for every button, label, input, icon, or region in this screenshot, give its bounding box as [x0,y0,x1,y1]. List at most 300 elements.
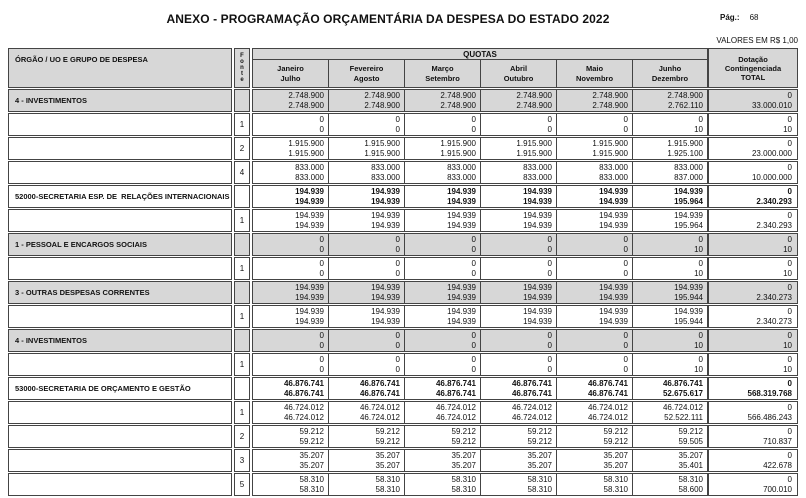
month-value-bottom: 0 [395,341,400,350]
month-value-top: 46.724.012 [662,403,703,412]
month-value-top: 2.748.900 [364,91,400,100]
table-row [8,305,798,327]
total-cell [708,209,798,232]
month-value-top: 1.915.900 [364,139,400,148]
month-value-top: 35.207 [603,451,628,460]
month-cell [328,185,404,208]
month-value-top: 0 [623,331,628,340]
month-cell [404,401,480,424]
total-value-top: 0 [787,331,792,340]
month-value-top: 0 [395,331,400,340]
month-cell [632,281,708,304]
month-value-bottom: 0 [319,269,324,278]
month-cell [480,401,556,424]
month-cell [632,89,708,112]
month-value-top: 2.748.900 [592,91,628,100]
month-value-bottom: 0 [471,245,476,254]
total-cell [708,377,798,400]
month-value-bottom: 194.939 [295,221,324,230]
month-value-bottom: 194.939 [295,293,324,302]
row-label [8,281,232,304]
month-value-top: 46.876.741 [587,379,628,388]
month-cell [252,329,328,352]
month-value-top: 194.939 [674,211,703,220]
month-cell [328,449,404,472]
row-label-text: 52000-SECRETARIA ESP. DE RELAÇÕES INTERNACIONAIS [15,192,230,201]
month-value-bottom: 833.000 [523,173,552,182]
month-cell [632,209,708,232]
month-value-top: 194.939 [447,283,476,292]
month-value-top: 833.000 [523,163,552,172]
month-value-top: 0 [471,235,476,244]
month-cell [480,425,556,448]
total-value-bottom: 10 [783,365,792,374]
month-cell [632,353,708,376]
month-cell [632,473,708,496]
month-value-bottom: 35.207 [603,461,628,470]
month-value-top: 59.212 [375,427,400,436]
fonte-cell: 5 [234,473,250,496]
fonte-header-letter: F [240,53,244,59]
month-value-top: 194.939 [599,187,628,196]
total-value-top: 0 [787,451,792,460]
total-cell [708,161,798,184]
month-value-top: 0 [547,235,552,244]
total-value-top: 0 [787,235,792,244]
month-cell [328,89,404,112]
month-value-bottom: 195.964 [674,197,703,206]
month-cell [328,425,404,448]
row-label [8,449,232,472]
month-value-bottom: 10 [694,365,703,374]
month-header-mar-set [404,60,480,88]
month-value-bottom: 195.964 [674,221,703,230]
month-value-top: 46.876.741 [511,379,552,388]
table-row [8,425,798,447]
month-value-top: 194.939 [295,283,324,292]
month-value-bottom: 0 [547,341,552,350]
month-line: Julho [280,74,301,83]
month-value-bottom: 194.939 [523,293,552,302]
month-cell [404,425,480,448]
month-cell [632,185,708,208]
month-cell [252,233,328,256]
month-value-bottom: 58.600 [678,485,703,494]
month-cell [404,353,480,376]
month-value-top: 0 [471,115,476,124]
fonte-cell [234,233,250,256]
month-value-bottom: 0 [623,341,628,350]
month-cell [252,353,328,376]
table-row [8,89,798,111]
month-cell [328,281,404,304]
row-label-text: 3 - OUTRAS DESPESAS CORRENTES [15,288,150,297]
month-cell [632,329,708,352]
month-value-top: 833.000 [599,163,628,172]
dotacao-header [708,48,798,88]
month-value-top: 2.748.900 [440,91,476,100]
month-value-top: 2.748.900 [667,91,703,100]
month-cell [480,89,556,112]
month-value-top: 0 [698,331,703,340]
month-value-top: 0 [623,235,628,244]
month-cell [480,305,556,328]
month-cell [404,185,480,208]
fonte-header-letter: o [240,59,244,65]
month-value-top: 194.939 [295,307,324,316]
fonte-cell: 1 [234,257,250,280]
month-value-top: 194.939 [523,283,552,292]
month-value-top: 1.915.900 [667,139,703,148]
month-cell [480,257,556,280]
month-cell [252,401,328,424]
fonte-cell: 1 [234,305,250,328]
month-cell [556,449,632,472]
month-value-top: 46.724.012 [283,403,324,412]
month-value-bottom: 194.939 [599,221,628,230]
month-cell [252,305,328,328]
dotacao-total-label: TOTAL [740,73,766,82]
month-value-bottom: 194.939 [447,293,476,302]
month-value-top: 46.876.741 [662,379,703,388]
month-value-top: 0 [698,355,703,364]
month-cell [480,209,556,232]
month-cell [252,209,328,232]
month-cell [556,209,632,232]
month-value-top: 833.000 [295,163,324,172]
month-value-bottom: 833.000 [295,173,324,182]
total-value-top: 0 [787,283,792,292]
fonte-cell [234,377,250,400]
month-line: Janeiro [277,64,304,73]
row-label-text: 4 - INVESTIMENTOS [15,96,87,105]
month-cell [556,89,632,112]
table-row [8,113,798,135]
total-cell [708,137,798,160]
month-cell [480,185,556,208]
total-value-top: 0 [787,475,792,484]
month-value-bottom: 1.915.900 [364,149,400,158]
month-value-bottom: 194.939 [295,197,324,206]
month-value-bottom: 0 [395,269,400,278]
row-label [8,425,232,448]
row-label [8,257,232,280]
month-value-bottom: 194.939 [447,197,476,206]
month-value-bottom: 194.939 [447,317,476,326]
month-cell [480,377,556,400]
total-value-top: 0 [787,355,792,364]
month-cell [252,449,328,472]
fonte-header [234,48,250,88]
month-value-bottom: 35.207 [299,461,324,470]
row-label [8,473,232,496]
table-header [8,48,798,88]
total-value-top: 0 [787,163,792,172]
total-cell [708,329,798,352]
month-value-top: 35.207 [375,451,400,460]
table-row [8,137,798,159]
month-value-top: 59.212 [603,427,628,436]
month-value-top: 833.000 [447,163,476,172]
month-cell [404,233,480,256]
month-cell [252,161,328,184]
month-value-top: 194.939 [447,187,476,196]
fonte-cell [234,281,250,304]
month-value-top: 0 [471,355,476,364]
month-value-top: 46.724.012 [587,403,628,412]
month-value-top: 58.310 [375,475,400,484]
row-label [8,233,232,256]
month-cell [404,89,480,112]
total-value-bottom: 710.837 [763,437,792,446]
row-label [8,89,232,112]
month-cell [328,113,404,136]
month-value-top: 0 [547,115,552,124]
row-label [8,185,232,208]
month-cell [556,137,632,160]
month-cell [480,449,556,472]
month-cell [328,137,404,160]
table-body [8,89,798,495]
month-value-bottom: 194.939 [371,317,400,326]
month-value-bottom: 1.925.100 [667,149,703,158]
total-value-bottom: 700.010 [763,485,792,494]
table-row [8,377,798,399]
month-cell [480,113,556,136]
month-value-top: 0 [623,259,628,268]
page-number-value: 68 [749,13,759,22]
month-value-bottom: 194.939 [523,221,552,230]
page-number-label: Pág.: [720,13,740,22]
month-value-top: 35.207 [678,451,703,460]
quotas-header: QUOTAS [252,48,708,60]
month-value-bottom: 833.000 [447,173,476,182]
row-label [8,377,232,400]
fonte-cell [234,185,250,208]
month-value-bottom: 0 [319,245,324,254]
row-label-text: 4 - INVESTIMENTOS [15,336,87,345]
month-cell [404,209,480,232]
month-value-top: 194.939 [371,283,400,292]
month-value-bottom: 0 [623,125,628,134]
month-cell [328,329,404,352]
month-line: Dezembro [651,74,689,83]
month-cell [632,425,708,448]
month-value-bottom: 833.000 [371,173,400,182]
month-cell [328,377,404,400]
month-value-top: 58.310 [451,475,476,484]
month-value-bottom: 35.207 [451,461,476,470]
dotacao-line: Contingenciada [724,64,782,73]
month-cell [556,257,632,280]
month-value-top: 0 [395,259,400,268]
total-value-bottom: 566.486.243 [747,413,792,422]
total-value-bottom: 2.340.273 [756,293,792,302]
month-value-bottom: 10 [694,125,703,134]
total-cell [708,449,798,472]
month-cell [556,161,632,184]
month-cell [252,281,328,304]
month-line: Fevereiro [349,64,384,73]
total-value-top: 0 [787,403,792,412]
month-cell [404,377,480,400]
total-cell [708,473,798,496]
month-header-abr-out [480,60,556,88]
month-value-top: 35.207 [451,451,476,460]
month-value-top: 0 [319,355,324,364]
month-value-bottom: 195.944 [674,293,703,302]
month-value-top: 1.915.900 [592,139,628,148]
fonte-header-letter: n [240,65,244,71]
month-value-bottom: 58.310 [299,485,324,494]
month-value-top: 194.939 [523,187,552,196]
month-value-top: 46.876.741 [283,379,324,388]
month-value-bottom: 194.939 [371,197,400,206]
month-cell [404,329,480,352]
table-row [8,185,798,207]
total-value-bottom: 23.000.000 [751,149,792,158]
month-value-bottom: 194.939 [599,197,628,206]
total-value-bottom: 422.678 [763,461,792,470]
month-value-bottom: 2.748.900 [288,101,324,110]
fonte-cell: 3 [234,449,250,472]
month-line: Junho [658,64,682,73]
total-cell [708,257,798,280]
month-value-top: 35.207 [527,451,552,460]
month-cell [404,449,480,472]
total-cell [708,185,798,208]
row-label [8,329,232,352]
month-value-bottom: 1.915.900 [592,149,628,158]
month-value-bottom: 1.915.900 [440,149,476,158]
month-value-bottom: 0 [471,365,476,374]
month-value-bottom: 46.876.741 [435,389,476,398]
month-value-bottom: 0 [547,125,552,134]
month-value-top: 194.939 [371,211,400,220]
month-cell [632,449,708,472]
total-value-top: 0 [787,259,792,268]
table-row [8,257,798,279]
month-value-top: 0 [319,235,324,244]
table-row [8,401,798,423]
page-number [720,13,758,22]
table-row [8,233,798,255]
month-cell [252,473,328,496]
total-value-bottom: 10 [783,245,792,254]
row-label [8,161,232,184]
month-value-bottom: 0 [471,269,476,278]
row-label-text: 1 - PESSOAL E ENCARGOS SOCIAIS [15,240,147,249]
month-cell [404,161,480,184]
month-value-bottom: 194.939 [295,317,324,326]
month-cell [404,257,480,280]
month-value-top: 1.915.900 [288,139,324,148]
month-value-bottom: 52.522.111 [664,413,703,422]
month-value-bottom: 0 [547,365,552,374]
month-header-mai-nov [556,60,632,88]
month-value-bottom: 2.748.900 [364,101,400,110]
month-value-top: 0 [698,235,703,244]
fonte-cell: 1 [234,353,250,376]
total-value-bottom: 33.000.010 [751,101,792,110]
month-value-top: 1.915.900 [440,139,476,148]
month-cell [556,473,632,496]
month-cell [556,329,632,352]
month-cell [632,257,708,280]
month-value-top: 0 [471,259,476,268]
total-value-bottom: 10 [783,341,792,350]
month-value-top: 35.207 [299,451,324,460]
month-value-top: 194.939 [371,187,400,196]
month-value-bottom: 35.207 [527,461,552,470]
month-value-bottom: 0 [471,125,476,134]
month-value-bottom: 10 [694,269,703,278]
month-value-top: 0 [547,355,552,364]
month-cell [404,113,480,136]
month-line: Setembro [425,74,460,83]
total-value-bottom: 2.340.293 [756,221,792,230]
month-cell [252,113,328,136]
month-cell [404,281,480,304]
month-cell [480,473,556,496]
month-cell [556,233,632,256]
month-value-top: 59.212 [451,427,476,436]
fonte-cell: 1 [234,209,250,232]
month-value-top: 2.748.900 [288,91,324,100]
month-cell [252,425,328,448]
table-row [8,161,798,183]
table-row [8,473,798,495]
month-cell [632,377,708,400]
month-value-top: 46.876.741 [359,379,400,388]
total-value-bottom: 568.319.768 [747,389,792,398]
fonte-header-letter: e [240,77,244,83]
fonte-cell: 1 [234,113,250,136]
total-value-bottom: 2.340.293 [756,197,792,206]
month-value-top: 0 [547,331,552,340]
month-value-bottom: 10 [694,245,703,254]
total-value-top: 0 [787,139,792,148]
month-value-bottom: 194.939 [447,221,476,230]
table-row [8,353,798,375]
month-header-jan-jul [252,60,328,88]
month-value-bottom: 58.310 [451,485,476,494]
total-cell [708,401,798,424]
month-value-bottom: 0 [547,269,552,278]
month-value-bottom: 59.505 [678,437,703,446]
month-value-top: 46.724.012 [359,403,400,412]
month-value-top: 0 [395,115,400,124]
month-value-top: 194.939 [674,283,703,292]
month-cell [632,401,708,424]
month-value-top: 0 [471,331,476,340]
month-value-bottom: 0 [319,341,324,350]
month-value-top: 194.939 [447,307,476,316]
total-value-bottom: 2.340.273 [756,317,792,326]
month-value-top: 46.876.741 [435,379,476,388]
month-cell [252,185,328,208]
month-cell [252,137,328,160]
month-value-bottom: 58.310 [603,485,628,494]
month-line: Novembro [575,74,614,83]
month-cell [556,113,632,136]
month-value-bottom: 0 [623,269,628,278]
month-value-top: 194.939 [599,307,628,316]
page-title: ANEXO - PROGRAMAÇÃO ORÇAMENTÁRIA DA DESPESA DO ESTADO 2022 [166,12,610,26]
month-value-top: 194.939 [674,187,703,196]
fonte-cell: 1 [234,401,250,424]
total-cell [708,233,798,256]
